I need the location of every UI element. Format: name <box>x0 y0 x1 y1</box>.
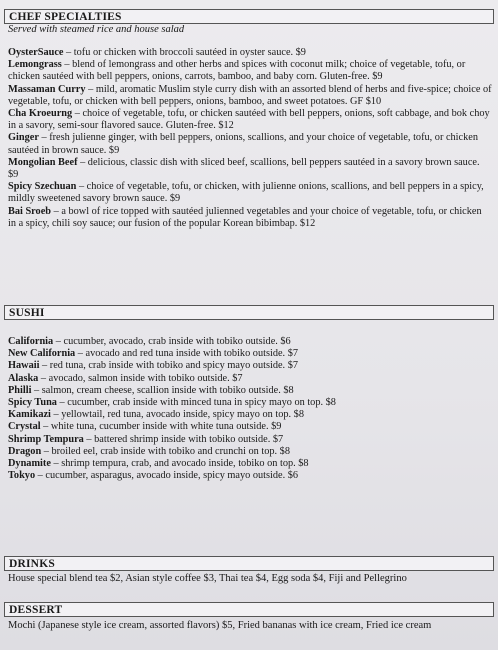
list-item <box>8 132 492 156</box>
item-description: – cucumber, crab inside with minced tuna in spicy mayo on top. $8 <box>56 397 336 409</box>
list-item <box>8 409 492 421</box>
item-description: – white tuna, cucumber inside with white tuna outside. $9 <box>40 421 282 433</box>
item-name: Hawaii <box>8 360 40 372</box>
item-name: Bai Sroeb <box>8 205 52 217</box>
item-description: – avocado and red tuna inside with tobiko outside. $7 <box>75 348 298 360</box>
list-item <box>8 157 492 181</box>
item-description: – cucumber, asparagus, avocado inside, spicy mayo outside. $6 <box>35 470 299 482</box>
list-item <box>8 181 492 205</box>
drinks-header: DRINKS <box>4 556 494 571</box>
item-name: New California <box>8 348 76 360</box>
sushi-header: SUSHI <box>4 305 494 320</box>
item-name: OysterSauce <box>8 47 64 58</box>
item-description: – choice of vegetable, tofu, or chicken, with julienne onions, scallions, and bell peppers in a spicy, mildly sweetened savory brown sauce. $9 <box>8 181 484 205</box>
list-item <box>8 348 492 360</box>
item-description: – salmon, cream cheese, scallion inside with tobiko outside. $8 <box>31 384 294 396</box>
item-name: Kamikazi <box>8 409 51 421</box>
item-description: – a bowl of rice topped with sautéed julienned vegetables and your choice of vegetable, tofu, or chicken in a spicy, chili soy sauce; our fusion of the popular Korean bibimbap. $12 <box>8 205 482 229</box>
list-item <box>8 397 492 409</box>
item-name: Massaman Curry <box>8 83 86 95</box>
item-name: Mongolian Beef <box>8 156 78 168</box>
list-item <box>8 434 492 446</box>
list-item <box>8 108 492 132</box>
item-description: – yellowtail, red tuna, avocado inside, spicy mayo on top. $8 <box>50 409 304 421</box>
item-name: Tokyo <box>8 470 36 482</box>
item-name: California <box>8 336 54 347</box>
list-item <box>8 360 492 372</box>
item-name: Lemongrass <box>8 59 62 71</box>
item-description: – broiled eel, crab inside with tobiko and crunchi on top. $8 <box>41 445 290 457</box>
list-item <box>8 458 492 470</box>
item-description: – blend of lemongrass and other herbs and spices with coconut milk; choice of vegetable, tofu, or chicken sautéed with bell peppers, onions, carrots, bamboo, and baby corn. Gluten-free. $9 <box>8 59 466 83</box>
chef-specialties-header: CHEF SPECIALTIES <box>4 9 494 24</box>
list-item <box>8 47 492 59</box>
list-item <box>8 446 492 458</box>
item-name: Ginger <box>8 132 39 144</box>
item-name: Dragon <box>8 445 42 457</box>
item-description: – cucumber, avocado, crab inside with tobiko outside. $6 <box>53 336 291 347</box>
dessert-header: DESSERT <box>4 602 494 617</box>
item-name: Crystal <box>8 421 41 433</box>
chef-specialties-list <box>8 47 492 230</box>
chef-specialties-subtitle: Served with steamed rice and house salad <box>8 24 185 35</box>
item-name: Cha Kroeurng <box>8 108 73 120</box>
item-description: – fresh julienne ginger, with bell peppers, onions, scallions, and your choice of vegetable, tofu, or chicken sautéed in brown sauce. $9 <box>8 132 478 156</box>
item-name: Spicy Tuna <box>8 397 57 409</box>
list-item <box>8 59 492 83</box>
item-description: – choice of vegetable, tofu, or chicken sautéed with bell peppers, onions, soft cabbage, and bok choy in a savory, semi-sour flavored sauce. Gluten-free. $12 <box>8 108 490 132</box>
item-description: – tofu or chicken with broccoli sautéed in oyster sauce. $9 <box>63 47 306 58</box>
list-item <box>8 206 492 230</box>
item-description: – avocado, salmon inside with tobiko outside. $7 <box>38 372 243 384</box>
item-description: – shrimp tempura, crab, and avocado inside, tobiko on top. $8 <box>50 458 309 470</box>
item-name: Alaska <box>8 372 39 384</box>
sushi-list <box>8 336 492 482</box>
item-name: Spicy Szechuan <box>8 181 77 193</box>
list-item <box>8 336 492 348</box>
list-item <box>8 84 492 108</box>
item-name: Shrimp Tempura <box>8 433 84 445</box>
list-item <box>8 421 492 433</box>
item-description: – mild, aromatic Muslim style curry dish with an assorted blend of herbs and five-spice; choice of vegetable, tofu, or chicken with bell peppers, onions, bamboo, and sweet potatoes. GF $10 <box>8 83 492 107</box>
item-description: – red tuna, crab inside with tobiko and spicy mayo outside. $7 <box>39 360 298 372</box>
item-description: – delicious, classic dish with sliced beef, scallions, bell peppers sautéed in a savory brown sauce. $9 <box>8 156 480 181</box>
item-name: Philli <box>8 384 32 396</box>
dessert-text: Mochi (Japanese style ice cream, assorted flavors) $5, Fried bananas with ice cream, Fried ice cream <box>8 620 432 631</box>
item-description: – battered shrimp inside with tobiko outside. $7 <box>83 433 284 445</box>
list-item <box>8 385 492 397</box>
item-name: Dynamite <box>8 458 51 470</box>
list-item <box>8 373 492 385</box>
drinks-text: House special blend tea $2, Asian style coffee $3, Thai tea $4, Egg soda $4, Fiji and Pellegrino <box>8 573 407 584</box>
list-item <box>8 470 492 482</box>
